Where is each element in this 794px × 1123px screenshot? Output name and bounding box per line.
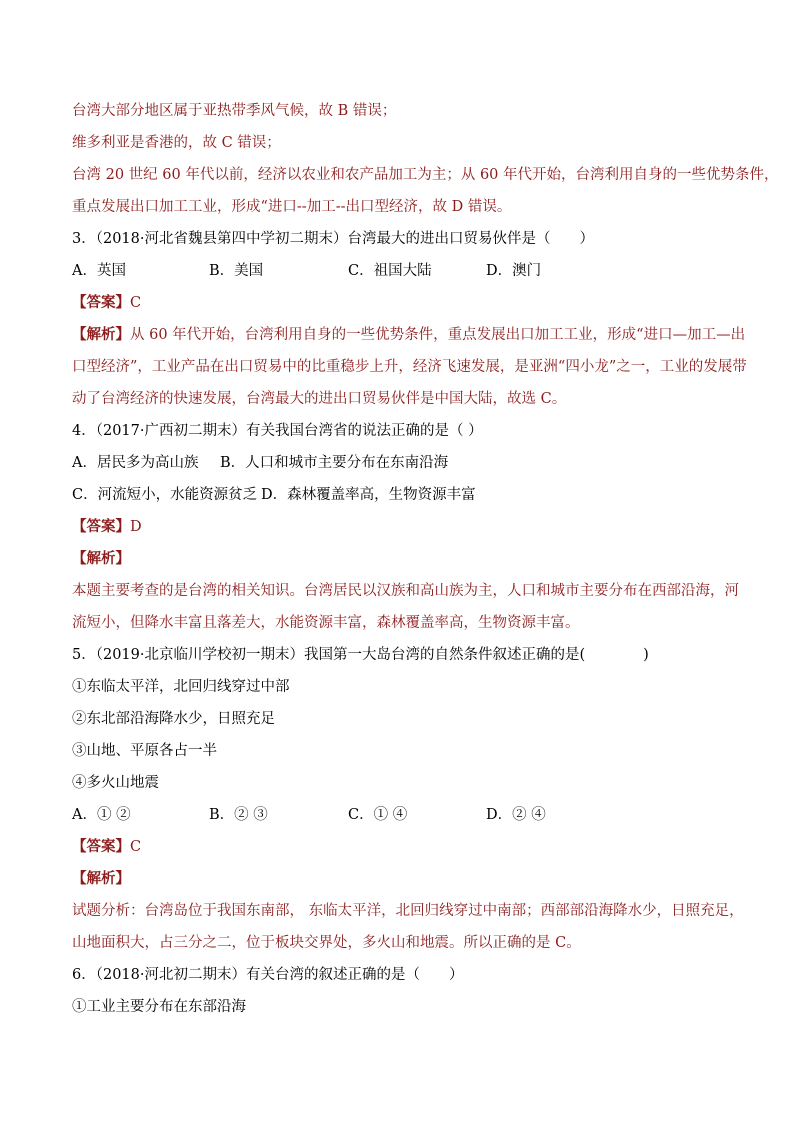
q6-stem: 6．（2018·河北初二期末）有关台湾的叙述正确的是（ ） [72,967,464,983]
q5-item-2: ②东北部沿海降水少，日照充足 [72,711,275,727]
q4-option-a: A．居民多为高山族 [72,455,199,471]
q5-answer-label: 【答案】 [72,838,130,855]
prev-explanation-line-1: 台湾大部分地区属于亚热带季风气候，故 B 错误； [72,103,397,119]
q3-answer [72,293,141,313]
q3-option-d: D．澳门 [486,263,542,279]
q4-option-b: B．人口和城市主要分布在东南沿海 [220,455,449,471]
q5-answer [72,837,141,857]
q3-analysis-line-3: 动了台湾经济的快速发展，台湾最大的进出口贸易伙伴是中国大陆，故选 C。 [72,391,567,407]
q3-option-a: A．英国 [72,263,126,279]
prev-explanation-line-2: 维多利亚是香港的，故 C 错误； [72,135,281,151]
q5-analysis-label: 【解析】 [72,870,130,887]
q3-answer-value: C [130,295,142,311]
q4-stem: 4．（2017·广西初二期末）有关我国台湾省的说法正确的是（ ） [72,423,483,439]
q4-analysis-line-2: 流短小，但降水丰富且落差大，水能资源丰富，森林覆盖率高，生物资源丰富。 [72,615,580,631]
q3-analysis-text-1: 从 60 年代开始，台湾利用自身的一些优势条件，重点发展出口加工工业，形成“进口—加工—出 [130,327,746,343]
q5-stem: 5．（2019·北京临川学校初一期末）我国第一大岛台湾的自然条件叙述正确的是( ) [72,647,649,663]
q5-answer-value: C [130,839,142,855]
q3-analysis-line-1 [72,325,745,345]
q5-item-1: ①东临太平洋，北回归线穿过中部 [72,679,290,695]
prev-explanation-line-3: 台湾 20 世纪 60 年代以前，经济以农业和农产品加工为主；从 60 年代开始，台湾利用自身的一些优势条件， [72,167,779,183]
q3-stem: 3．（2018·河北省魏县第四中学初二期末）台湾最大的进出口贸易伙伴是（ ） [72,231,594,247]
prev-explanation-line-4: 重点发展出口加工工业，形成“进口--加工--出口型经济，故 D 错误。 [72,199,512,215]
q3-analysis-label: 【解析】 [72,326,130,343]
q5-analysis-line-1: 试题分析：台湾岛位于我国东南部， 东临太平洋，北回归线穿过中南部；西部部沿海降水少，日照充足， [72,903,744,919]
q3-option-c: C．祖国大陆 [348,263,432,279]
q5-item-4: ④多火山地震 [72,775,159,791]
q4-analysis-label: 【解析】 [72,550,130,567]
q4-option-d: D．森林覆盖率高，生物资源丰富 [261,487,476,503]
q4-option-c: C．河流短小，水能资源贫乏 [72,487,258,503]
q4-analysis-line-1: 本题主要考查的是台湾的相关知识。台湾居民以汉族和高山族为主，人口和城市主要分布在西部沿海，河 [72,583,739,599]
q6-item-1: ①工业主要分布在东部沿海 [72,999,246,1015]
q4-answer-value: D [130,519,142,535]
q5-analysis-line-2: 山地面积大，占三分之二，位于板块交界处，多火山和地震。所以正确的是 C。 [72,935,581,951]
q4-answer [72,517,142,537]
q4-answer-label: 【答案】 [72,518,130,535]
q3-answer-label: 【答案】 [72,294,130,311]
q3-analysis-line-2: 口型经济”，工业产品在出口贸易中的比重稳步上升，经济飞速发展，是亚洲“四小龙”之一，工业的发展带 [72,359,747,375]
q5-option-a: A．① ② [72,807,131,823]
q5-option-b: B．② ③ [209,807,268,823]
q5-item-3: ③山地、平原各占一半 [72,743,217,759]
q5-option-d: D．② ④ [486,807,546,823]
q3-option-b: B．美国 [209,263,264,279]
q5-option-c: C．① ④ [348,807,408,823]
